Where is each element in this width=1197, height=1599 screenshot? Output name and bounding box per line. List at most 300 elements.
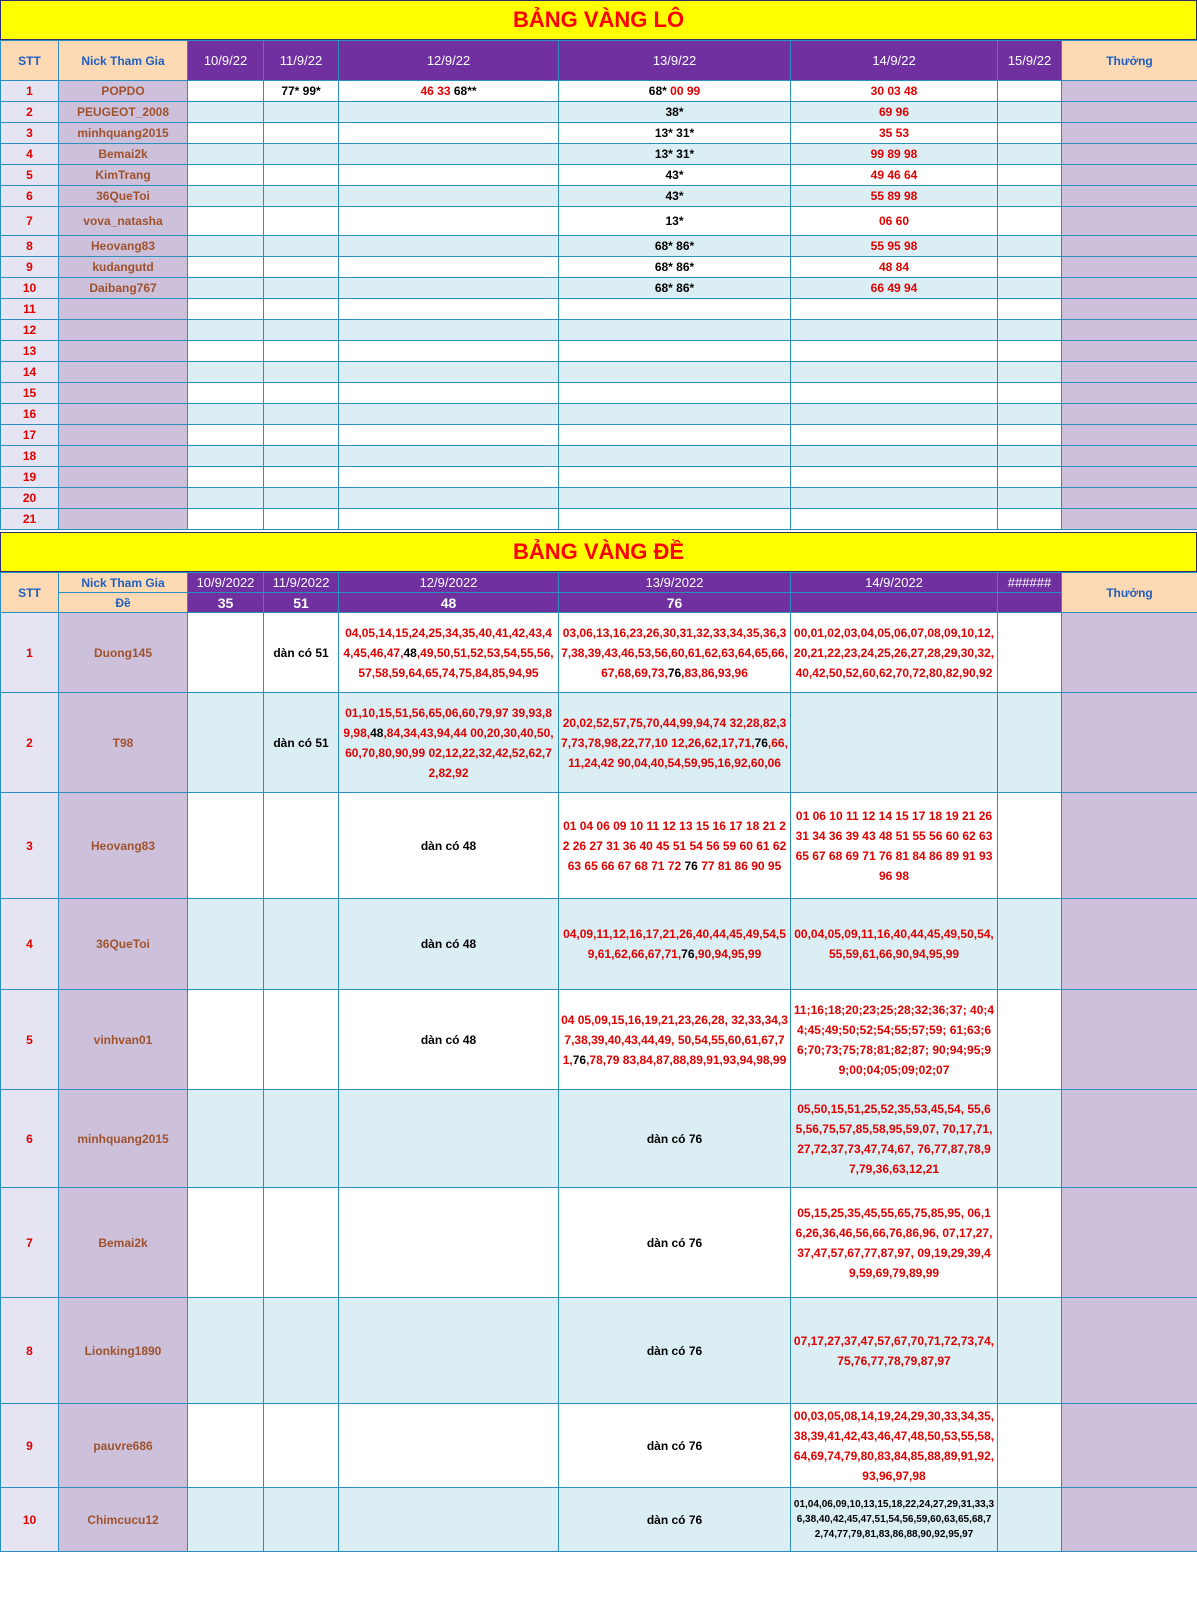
nick-cell [59, 278, 188, 299]
nick-cell [59, 144, 188, 165]
row-number [1, 488, 59, 509]
date-cell [264, 102, 339, 123]
row-number [1, 613, 59, 693]
cell-text: 3 [26, 126, 33, 140]
hit-number: 48 [403, 645, 417, 660]
row-number [1, 1188, 59, 1298]
row-number [1, 446, 59, 467]
result-cell: 48 [339, 593, 559, 613]
cell-text: Bemai2k [98, 147, 148, 161]
cell-text: 77* 99* [281, 84, 321, 98]
cell-text: 04,05,14,15,24,25,34,35,40,41,42,43,44,45,46,47, [343, 625, 552, 660]
date-cell [791, 299, 998, 320]
date-cell [264, 257, 339, 278]
table-row [1, 257, 1197, 278]
nick-cell [59, 257, 188, 278]
date-cell [559, 404, 791, 425]
row-number [1, 186, 59, 207]
date-cell [339, 425, 559, 446]
number-list-cell [559, 990, 791, 1090]
lo-table [0, 40, 1197, 530]
table-row [1, 1488, 1197, 1552]
result-cell [791, 593, 998, 613]
de-table [0, 572, 1197, 1552]
table-row [1, 425, 1197, 446]
thuong-cell [1062, 1298, 1197, 1404]
cell-text: 6 [26, 1131, 33, 1146]
date-cell [264, 362, 339, 383]
cell-text: 36QueToi [96, 937, 150, 951]
date-cell [188, 123, 264, 144]
date-cell [339, 102, 559, 123]
date-header: 11/9/2022 [264, 573, 339, 593]
table-row [1, 509, 1197, 530]
cell-text: 7 [26, 1235, 33, 1250]
table-row [1, 207, 1197, 236]
cell-text: 03,06,13,16,23,26,30,31,32,33,34,35,36,37,38,39,43,46,53,56,60,61,62,63,64,65,66,67,68,69,73, [561, 625, 788, 680]
thuong-cell [1062, 341, 1197, 362]
date-cell [998, 425, 1062, 446]
date-cell [339, 1488, 559, 1552]
date-cell [791, 383, 998, 404]
date-cell [188, 102, 264, 123]
thuong-cell [1062, 693, 1197, 793]
date-cell [264, 1488, 339, 1552]
cell-text: 00 99 [670, 84, 701, 98]
date-cell [998, 1488, 1062, 1552]
date-cell [188, 1188, 264, 1298]
thuong-cell [1062, 425, 1197, 446]
date-cell [339, 123, 559, 144]
date-cell [339, 362, 559, 383]
cell-text: ,66,11,24,42 90,04,40,54,59,95,16,92,60,06 [568, 735, 788, 770]
nick-cell [59, 899, 188, 990]
date-cell [559, 1488, 791, 1552]
thuong-cell [1062, 165, 1197, 186]
date-cell [998, 990, 1062, 1090]
date-cell [339, 467, 559, 488]
cell-text: 13* [665, 214, 684, 228]
date-cell [264, 144, 339, 165]
date-cell [998, 299, 1062, 320]
date-cell [264, 509, 339, 530]
cell-text: 8 [26, 1343, 33, 1358]
cell-text: 66 49 94 [870, 281, 918, 295]
table-row [1, 488, 1197, 509]
date-cell [998, 207, 1062, 236]
cell-text: dàn có 51 [273, 735, 329, 750]
number-list-cell [791, 1188, 998, 1298]
result-cell: 35 [188, 593, 264, 613]
cell-text: 00,01,02,03,04,05,06,07,08,09,10,12,20,21,22,23,24,25,26,27,28,29,30,32,40,42,50,52,60,62,70,72,80,82,90,92 [793, 625, 995, 680]
row-number [1, 144, 59, 165]
nick-cell [59, 102, 188, 123]
date-cell [264, 165, 339, 186]
thuong-cell [1062, 613, 1197, 693]
date-cell [998, 186, 1062, 207]
date-cell [559, 123, 791, 144]
date-cell [264, 613, 339, 693]
date-cell [264, 1298, 339, 1404]
date-cell [264, 341, 339, 362]
date-cell [264, 278, 339, 299]
cell-text: 48 84 [878, 260, 910, 274]
date-cell [559, 320, 791, 341]
date-cell [339, 1188, 559, 1298]
cell-text: dàn có 48 [420, 1032, 477, 1047]
date-header: 11/9/22 [264, 41, 339, 81]
date-cell [559, 425, 791, 446]
cell-text: 04,09,11,12,16,17,21,26,40,44,45,49,54,59,61,62,66,67,71, [563, 927, 786, 961]
nick-cell [59, 1488, 188, 1552]
date-header: 13/9/2022 [559, 573, 791, 593]
date-cell [264, 299, 339, 320]
thuong-cell [1062, 1090, 1197, 1188]
date-cell [188, 81, 264, 102]
cell-text: 00,04,05,09,11,16,40,44,45,49,50,54,55,59,61,66,90,94,95,99 [794, 927, 994, 961]
number-list-cell [791, 613, 998, 693]
date-cell [264, 186, 339, 207]
row-number [1, 123, 59, 144]
thuong-cell [1062, 123, 1197, 144]
date-cell [791, 425, 998, 446]
thuong-cell [1062, 1488, 1197, 1552]
cell-text: 30 03 48 [870, 84, 918, 98]
cell-text: 15 [22, 386, 37, 400]
stt-header: STT [1, 573, 59, 613]
row-number [1, 320, 59, 341]
nick-cell [59, 299, 188, 320]
cell-text: dàn có 76 [646, 1131, 703, 1146]
date-cell [998, 278, 1062, 299]
cell-text: 55 95 98 [870, 239, 918, 253]
date-cell [188, 257, 264, 278]
nick-cell [59, 383, 188, 404]
number-list-cell [791, 1404, 998, 1488]
thuong-cell [1062, 299, 1197, 320]
cell-text: 18 [22, 449, 37, 463]
cell-text: dàn có 76 [646, 1343, 703, 1358]
row-number [1, 899, 59, 990]
table-row [1, 341, 1197, 362]
date-cell [559, 299, 791, 320]
date-cell [559, 509, 791, 530]
date-cell [791, 693, 998, 793]
date-cell [264, 123, 339, 144]
nick-cell [59, 186, 188, 207]
cell-text: 4 [26, 147, 33, 161]
date-cell [559, 186, 791, 207]
cell-text: Heovang83 [90, 838, 156, 853]
cell-text: 68* 86* [654, 239, 695, 253]
row-number [1, 467, 59, 488]
nick-cell [59, 467, 188, 488]
thuong-cell [1062, 1404, 1197, 1488]
number-list-cell [791, 793, 998, 899]
date-cell [339, 1404, 559, 1488]
cell-text: 05,50,15,51,25,52,35,53,45,54, 55,65,56,75,57,85,58,95,59,07, 70,17,71,27,72,37,73,47,74,67, 76,77,87,78,97,79,36,63,12,21 [795, 1101, 993, 1176]
cell-text: 68* [648, 84, 667, 98]
row-number [1, 341, 59, 362]
date-cell [791, 257, 998, 278]
date-cell [188, 1488, 264, 1552]
row-number [1, 693, 59, 793]
date-cell [188, 613, 264, 693]
table-row [1, 793, 1197, 899]
thuong-cell [1062, 793, 1197, 899]
date-cell [188, 509, 264, 530]
cell-text: Lionking1890 [84, 1343, 162, 1358]
nick-cell [59, 341, 188, 362]
cell-text: 01 04 06 09 10 11 12 13 15 16 17 18 21 22 26 27 31 36 40 45 51 54 56 59 60 61 62 63 65 66 67 68 71 72 [562, 818, 787, 873]
date-cell [339, 257, 559, 278]
date-cell [791, 123, 998, 144]
cell-text: 46 33 [420, 84, 451, 98]
nick-cell [59, 320, 188, 341]
thuong-cell [1062, 144, 1197, 165]
date-cell [188, 236, 264, 257]
cell-text: 7 [26, 214, 33, 228]
date-header: 12/9/2022 [339, 573, 559, 593]
cell-text: 68* 86* [654, 260, 695, 274]
row-number [1, 1404, 59, 1488]
date-cell [339, 278, 559, 299]
de-header: Đề [59, 593, 188, 613]
cell-text: POPDO [101, 84, 145, 98]
cell-text: minhquang2015 [77, 126, 169, 140]
thuong-cell [1062, 320, 1197, 341]
cell-text: vova_natasha [83, 214, 163, 228]
date-cell [998, 1298, 1062, 1404]
date-cell [264, 1090, 339, 1188]
cell-text: dàn có 51 [273, 645, 329, 660]
table-row [1, 362, 1197, 383]
date-cell [559, 257, 791, 278]
date-cell [188, 425, 264, 446]
thuong-cell [1062, 278, 1197, 299]
date-cell [264, 1188, 339, 1298]
date-cell [791, 236, 998, 257]
thuong-cell [1062, 990, 1197, 1090]
thuong-header: Thưởng [1062, 41, 1197, 81]
row-number [1, 1090, 59, 1188]
cell-text: 4 [26, 937, 33, 951]
thuong-cell [1062, 207, 1197, 236]
date-cell [998, 383, 1062, 404]
date-cell [559, 1404, 791, 1488]
cell-text: 55 89 98 [870, 189, 918, 203]
date-cell [188, 488, 264, 509]
date-header: ###### [998, 573, 1062, 593]
cell-text: 20,02,52,57,75,70,44,99,94,74 32,28,82,37,73,78,98,22,77,10 12,26,62,17,71, [561, 715, 787, 750]
cell-text: 19 [22, 470, 37, 484]
row-number [1, 1298, 59, 1404]
date-cell [188, 793, 264, 899]
date-header: 13/9/22 [559, 41, 791, 81]
cell-text: 43* [665, 189, 684, 203]
cell-text: 16 [22, 407, 37, 421]
cell-text: 21 [22, 512, 37, 526]
hit-number: 76 [572, 1052, 587, 1067]
nick-cell [59, 81, 188, 102]
cell-text: 05,15,25,35,45,55,65,75,85,95, 06,16,26,36,46,56,66,76,86,96, 07,17,27,37,47,57,67,77,87,97, 09,19,29,39,49,59,69,79,89,99 [795, 1205, 993, 1280]
date-cell [264, 1404, 339, 1488]
date-cell [264, 207, 339, 236]
date-cell [791, 467, 998, 488]
table-row [1, 102, 1197, 123]
date-cell [998, 1404, 1062, 1488]
row-number [1, 102, 59, 123]
date-cell [998, 102, 1062, 123]
cell-text: 5 [26, 1032, 33, 1047]
date-cell [998, 165, 1062, 186]
date-cell [559, 1090, 791, 1188]
cell-text: Heovang83 [90, 239, 156, 253]
date-cell [339, 81, 559, 102]
date-cell [791, 165, 998, 186]
date-cell [559, 81, 791, 102]
date-cell [998, 509, 1062, 530]
date-cell [791, 341, 998, 362]
cell-text: Bemai2k [98, 1235, 148, 1250]
date-cell [998, 793, 1062, 899]
nick-cell [59, 1298, 188, 1404]
date-cell [339, 236, 559, 257]
date-cell [339, 299, 559, 320]
cell-text: KimTrang [95, 168, 151, 182]
date-cell [998, 404, 1062, 425]
nick-cell [59, 793, 188, 899]
date-cell [339, 899, 559, 990]
result-cell [998, 593, 1062, 613]
table-row [1, 467, 1197, 488]
date-header: 15/9/22 [998, 41, 1062, 81]
cell-text: 04 05,09,15,16,19,21,23,26,28, 32,33,34,37,38,39,40,43,44,49, 50,54,55,60,61,67,71, [561, 1012, 788, 1067]
thuong-cell [1062, 81, 1197, 102]
cell-text: ,90,94,95,99 [694, 947, 762, 961]
date-cell [339, 446, 559, 467]
nick-cell [59, 1188, 188, 1298]
cell-text: 20 [22, 491, 37, 505]
number-list-cell [791, 990, 998, 1090]
date-cell [998, 446, 1062, 467]
date-cell [998, 693, 1062, 793]
date-cell [188, 990, 264, 1090]
cell-text: 69 96 [878, 105, 910, 119]
hit-number: 48 [370, 725, 384, 740]
thuong-cell [1062, 186, 1197, 207]
row-number [1, 383, 59, 404]
cell-text: 11;16;18;20;23;25;28;32;36;37; 40;44;45;49;50;52;54;55;57;59; 61;63;66;70;73;75;78;81;82;87; 90;94;95;99;00;04;05;09;02;07 [793, 1002, 995, 1077]
date-cell [791, 488, 998, 509]
nick-cell [59, 446, 188, 467]
table-row [1, 1404, 1197, 1488]
thuong-cell [1062, 362, 1197, 383]
cell-text: Daibang767 [89, 281, 157, 295]
cell-text: 06 60 [878, 214, 910, 228]
hit-number: 76 [667, 665, 682, 680]
date-cell [188, 899, 264, 990]
cell-text: 6 [26, 189, 33, 203]
number-list-cell [559, 613, 791, 693]
date-cell [339, 144, 559, 165]
date-cell [339, 404, 559, 425]
cell-text: 13 [22, 344, 37, 358]
cell-text: 13* 31* [654, 126, 695, 140]
thuong-header: Thưởng [1062, 573, 1197, 613]
nick-cell [59, 404, 188, 425]
date-cell [791, 207, 998, 236]
nick-cell [59, 990, 188, 1090]
thuong-cell [1062, 404, 1197, 425]
date-cell [559, 446, 791, 467]
number-list-cell [791, 1090, 998, 1188]
date-cell [264, 320, 339, 341]
cell-text: Chimcucu12 [87, 1512, 159, 1527]
hit-number: 76 [681, 947, 695, 961]
number-list-cell [791, 1298, 998, 1404]
table-row [1, 613, 1197, 693]
thuong-cell [1062, 257, 1197, 278]
date-cell [998, 257, 1062, 278]
table-row [1, 320, 1197, 341]
table-row [1, 81, 1197, 102]
cell-text: ,83,86,93,96 [681, 665, 748, 680]
cell-text: 2 [26, 105, 33, 119]
row-number [1, 990, 59, 1090]
hit-number: 76 [684, 858, 698, 873]
number-list-cell [339, 613, 559, 693]
cell-text: 17 [22, 428, 37, 442]
date-cell [998, 1090, 1062, 1188]
cell-text: ,84,34,43,94,44 00,20,30,40,50,60,70,80,90,99 02,12,22,32,42,52,62,72,82,92 [345, 725, 554, 780]
cell-text: 49 46 64 [870, 168, 918, 182]
date-cell [559, 467, 791, 488]
number-list-cell [791, 1488, 998, 1552]
date-header: 12/9/22 [339, 41, 559, 81]
number-list-cell [559, 793, 791, 899]
date-cell [998, 341, 1062, 362]
date-cell [998, 613, 1062, 693]
nick-cell [59, 509, 188, 530]
date-cell [188, 186, 264, 207]
date-cell [188, 341, 264, 362]
date-cell [188, 446, 264, 467]
thuong-cell [1062, 102, 1197, 123]
cell-text: 14 [22, 365, 37, 379]
date-header: 10/9/22 [188, 41, 264, 81]
cell-text: 3 [26, 838, 33, 853]
thuong-cell [1062, 467, 1197, 488]
nick-cell [59, 488, 188, 509]
nick-cell [59, 165, 188, 186]
nick-cell [59, 207, 188, 236]
thuong-cell [1062, 446, 1197, 467]
date-cell [264, 488, 339, 509]
cell-text: 13* 31* [654, 147, 695, 161]
date-cell [559, 1188, 791, 1298]
date-cell [188, 693, 264, 793]
date-cell [559, 1298, 791, 1404]
cell-text: vinhvan01 [93, 1032, 153, 1047]
date-cell [559, 278, 791, 299]
table-row [1, 404, 1197, 425]
date-header: 14/9/2022 [791, 573, 998, 593]
date-cell [791, 186, 998, 207]
date-cell [188, 362, 264, 383]
date-cell [188, 1298, 264, 1404]
date-cell [264, 236, 339, 257]
